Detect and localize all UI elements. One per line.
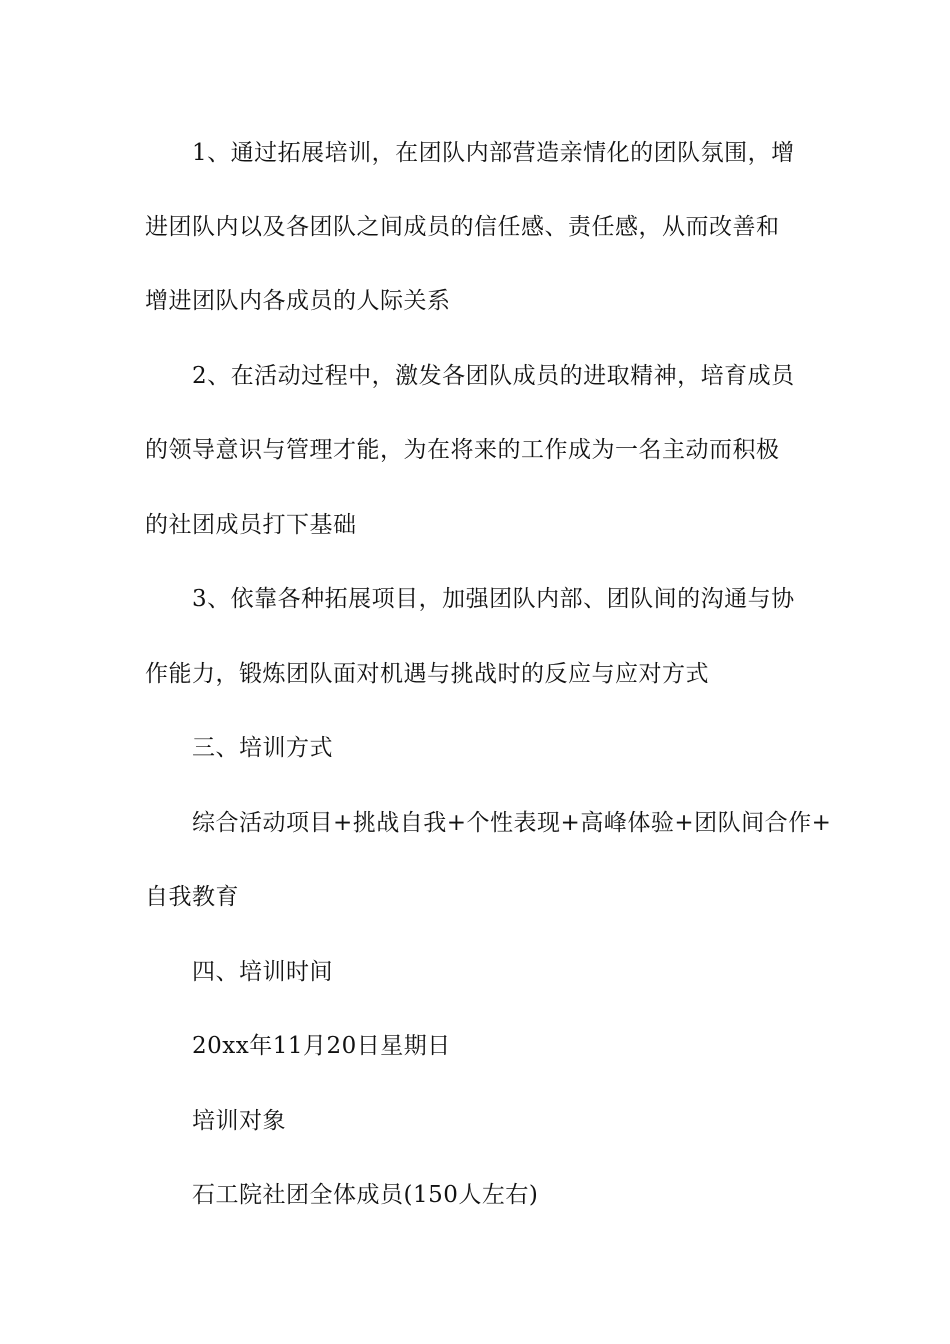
- training-audience: 石工院社团全体成员(150人左右): [192, 1182, 539, 1208]
- training-date: 20xx年11月20日星期日: [192, 1033, 451, 1059]
- goal-3-line-1: 3、依靠各种拓展项目，加强团队内部、团队间的沟通与协: [192, 586, 795, 612]
- goal-1-line-1: 1、通过拓展培训，在团队内部营造亲情化的团队氛围，增: [192, 140, 795, 166]
- training-method-line-2: 自我教育: [145, 884, 239, 910]
- training-method-line-1: 综合活动项目+挑战自我+个性表现+高峰体验+团队间合作+: [192, 810, 832, 836]
- goal-2-line-3: 的社团成员打下基础: [145, 512, 357, 538]
- goal-2-line-2: 的领导意识与管理才能，为在将来的工作成为一名主动而积极: [145, 437, 780, 463]
- goal-1-line-2: 进团队内以及各团队之间成员的信任感、责任感，从而改善和: [145, 214, 780, 240]
- section-training-time-heading: 四、培训时间: [192, 959, 333, 985]
- goal-3-line-2: 作能力，锻炼团队面对机遇与挑战时的反应与应对方式: [145, 661, 709, 687]
- goal-1-line-3: 增进团队内各成员的人际关系: [145, 288, 451, 314]
- training-audience-heading: 培训对象: [192, 1108, 286, 1134]
- section-training-method-heading: 三、培训方式: [192, 735, 333, 761]
- goal-2-line-1: 2、在活动过程中，激发各团队成员的进取精神，培育成员: [192, 363, 795, 389]
